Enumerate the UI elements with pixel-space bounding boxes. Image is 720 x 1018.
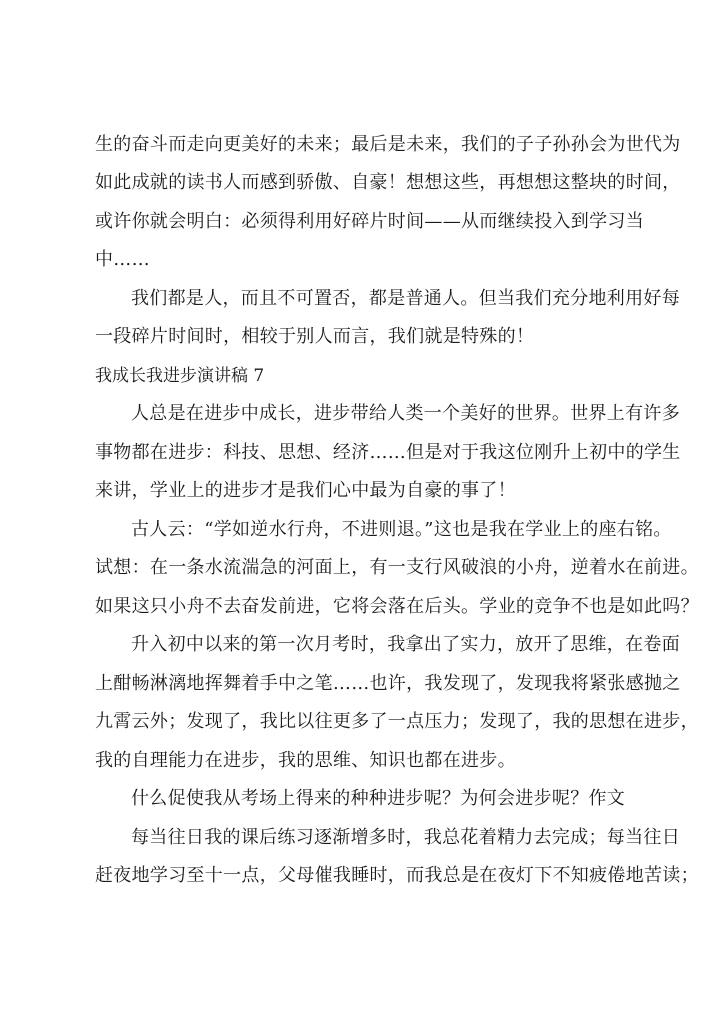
paragraph-line: 升入初中以来的第一次月考时，我拿出了实力，放开了思维，在卷面	[131, 634, 680, 655]
paragraph-line: 什么促使我从考场上得来的种种进步呢？为何会进步呢？作文	[131, 788, 626, 809]
paragraph-line: 我的自理能力在进步，我的思维、知识也都在进步。	[95, 750, 516, 771]
paragraph-line: 来讲，学业上的进步才是我们心中最为自豪的事了！	[95, 480, 516, 501]
paragraph-line: 人总是在进步中成长，进步带给人类一个美好的世界。世界上有许多	[131, 403, 680, 424]
paragraph-line: 试想：在一条水流湍急的河面上，有一支行风破浪的小舟，逆着水在前进。	[95, 557, 699, 578]
paragraph-line: 生的奋斗而走向更美好的未来；最后是未来，我们的子子孙孙会为世代为	[95, 134, 681, 155]
paragraph-line: 或许你就会明白：必须得利用好碎片时间——从而继续投入到学习当	[95, 211, 644, 232]
paragraph-line: 如此成就的读书人而感到骄傲、自豪！想想这些，再想想这整块的时间，	[95, 172, 681, 193]
paragraph-line: 每当往日我的课后练习逐渐增多时，我总花着精力去完成；每当往日	[131, 827, 680, 848]
section-heading: 我成长我进步演讲稿 7	[95, 366, 265, 386]
paragraph-line: 我们都是人，而且不可置否，都是普通人。但当我们充分地利用好每	[131, 288, 680, 309]
paragraph-line: 事物都在进步：科技、思想、经济……但是对于我这位刚升上初中的学生	[95, 442, 681, 463]
paragraph-line: 上酣畅淋漓地挥舞着手中之笔……也许，我发现了，发现我将紧张感抛之	[95, 673, 681, 694]
paragraph-line: 赶夜地学习至十一点，父母催我睡时，而我总是在夜灯下不知疲倦地苦读；	[95, 865, 699, 886]
paragraph-line: 九霄云外；发现了，我比以往更多了一点压力；发现了，我的思想在进步，	[95, 711, 699, 732]
paragraph-line: 中……	[95, 249, 150, 270]
paragraph-line: 如果这只小舟不去奋发前进，它将会落在后头。学业的竞争不也是如此吗？	[95, 596, 699, 617]
paragraph-line: 古人云：“学如逆水行舟，不进则退。”这也是我在学业上的座右铭。	[131, 519, 672, 540]
paragraph-line: 一段碎片时间时，相较于别人而言，我们就是特殊的！	[95, 326, 535, 347]
